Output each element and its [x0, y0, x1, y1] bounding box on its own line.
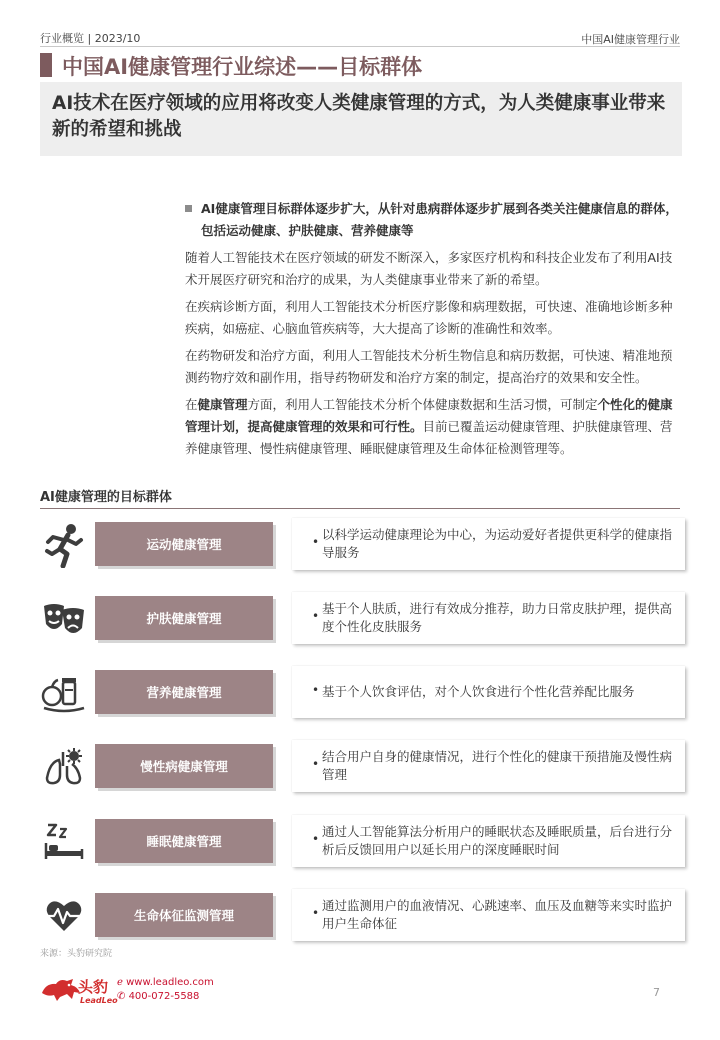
group-label-box — [95, 744, 273, 788]
group-desc-box — [292, 889, 685, 941]
group-desc-box — [292, 740, 685, 792]
group-row — [40, 592, 685, 644]
group-desc-box — [292, 518, 685, 570]
p4-seg-2: 健康管理 — [197, 397, 248, 412]
phone-contact — [117, 991, 199, 1002]
group-label: 睡眠健康管理 — [146, 834, 222, 849]
group-desc: 通过人工智能算法分析用户的睡眠状态及睡眠质量，后台进行分析后反馈回用户以延长用户的深度睡眠时间 — [322, 824, 673, 857]
paragraph-2: 在疾病诊断方面，利用人工智能技术分析医疗影像和病理数据，可快速、准确地诊断多种疾病，如癌症、心脑血管疾病等，大大提高了诊断的准确性和效率。 — [185, 299, 673, 336]
logo-cn-text: 头豹 — [78, 978, 109, 996]
group-label: 营养健康管理 — [146, 685, 222, 700]
group-label-box — [95, 819, 273, 863]
group-desc: 通过监测用户的血液情况、心跳速率、血压及血糖等来实时监护用户生命体征 — [322, 898, 673, 931]
header-left: 行业概览 | 2023/10 — [40, 32, 141, 45]
paragraph-3: 在药物研发和治疗方面，利用人工智能技术分析生物信息和病历数据，可快速、精准地预测药物疗效和副作用，指导药物研发和治疗方案的制定，提高治疗的效果和安全性。 — [185, 348, 673, 385]
paragraph-4 — [185, 394, 682, 460]
lungs-virus-icon — [40, 742, 88, 790]
header-divider — [40, 46, 680, 47]
website-text: www.leadleo.com — [126, 977, 214, 988]
header-right: 中国AI健康管理行业 — [581, 33, 680, 46]
face-mask-icon — [40, 594, 88, 642]
group-row — [40, 666, 685, 718]
group-desc-box — [292, 592, 685, 644]
group-desc: 基于个人饮食评估，对个人饮食进行个性化营养配比服务 — [322, 684, 635, 699]
logo-en-text: LeadLeo — [80, 996, 118, 1005]
group-label: 护肤健康管理 — [146, 611, 222, 626]
page-subtitle: AI技术在医疗领域的应用将改变人类健康管理的方式，为人类健康事业带来新的希望和挑战 — [52, 93, 666, 140]
phone-icon: ✆ — [117, 991, 129, 1002]
sleep-bed-icon — [40, 817, 88, 865]
group-label-box — [95, 893, 273, 937]
page-title: 中国AI健康管理行业综述——目标群体 — [62, 55, 423, 79]
group-row — [40, 518, 685, 570]
key-point — [185, 198, 682, 242]
p4-seg-1: 在 — [185, 397, 198, 412]
square-bullet-icon — [185, 205, 192, 212]
p4-seg-5: 目前已覆盖运动健康管理、护肤健康管理、营养健康管理、慢性病健康管理、睡眠健康管理及生命体征检测管理等。 — [185, 419, 673, 456]
group-label: 生命体征监测管理 — [133, 908, 234, 923]
subtitle-box — [40, 82, 682, 156]
group-desc: 以科学运动健康理论为中心，为运动爱好者提供更科学的健康指导服务 — [322, 527, 673, 560]
group-label: 运动健康管理 — [146, 537, 222, 552]
bullet-dot-icon: • — [312, 609, 320, 623]
bullet-dot-icon: • — [312, 906, 320, 920]
bullet-dot-icon: • — [312, 535, 320, 549]
group-label-box — [95, 522, 273, 566]
section-title: AI健康管理的目标群体 — [40, 490, 172, 505]
group-desc: 结合用户自身的健康情况，进行个性化的健康干预措施及慢性病管理 — [322, 749, 673, 782]
group-desc-box — [292, 666, 685, 718]
key-point-text: AI健康管理目标群体逐步扩大，从针对患病群体逐步扩展到各类关注健康信息的群体，包括运动健康、护肤健康、营养健康等 — [201, 201, 678, 238]
title-accent-bar — [40, 53, 52, 77]
p4-seg-3: 方面，利用人工智能技术分析个体健康数据和生活习惯，可制定 — [247, 397, 598, 412]
section-divider — [40, 508, 680, 509]
bullet-dot-icon: • — [312, 683, 320, 697]
heartbeat-icon — [40, 891, 88, 939]
globe-icon: ℯ — [117, 977, 127, 988]
page-number: 7 — [653, 986, 660, 999]
paragraph-1: 随着人工智能技术在医疗领域的研发不断深入，多家医疗机构和科技企业发布了利用AI技术开展医疗研究和治疗的成果，为人类健康事业带来了新的希望。 — [185, 250, 673, 287]
group-desc: 基于个人肤质，进行有效成分推荐，助力日常皮肤护理，提供高度个性化皮肤服务 — [322, 601, 673, 634]
bullet-dot-icon: • — [312, 832, 320, 846]
website-link[interactable] — [117, 977, 214, 988]
running-person-icon — [40, 520, 88, 568]
source-note: 来源：头豹研究院 — [40, 949, 113, 959]
bullet-dot-icon: • — [312, 757, 320, 771]
p4-seg-4: 个性化的健康管理计划，提高健康管理的效果和可行性。 — [185, 397, 673, 434]
group-row — [40, 740, 685, 792]
group-label-box — [95, 596, 273, 640]
group-row — [40, 889, 685, 941]
group-desc-box — [292, 815, 685, 867]
group-label: 慢性病健康管理 — [140, 759, 228, 774]
nutrition-icon — [40, 668, 88, 716]
group-row — [40, 815, 685, 867]
phone-text: 400-072-5588 — [128, 991, 200, 1002]
body-text — [185, 198, 682, 465]
group-label-box — [95, 670, 273, 714]
